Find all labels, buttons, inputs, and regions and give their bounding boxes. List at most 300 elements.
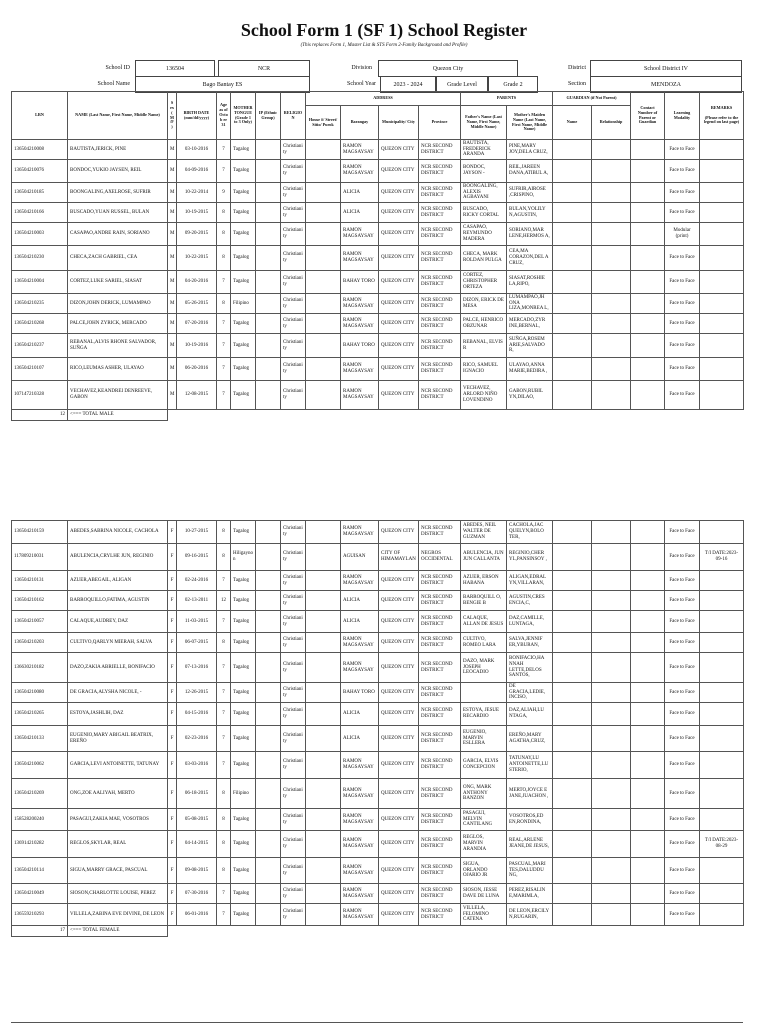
religion-cell: Christianity — [281, 381, 306, 410]
father-cell: ABULENCIA, JUN JUN CALLANTA — [461, 544, 507, 571]
district-label: District — [568, 65, 586, 71]
barangay-cell: RAMON MAGSAYSAY — [341, 381, 379, 410]
sex-cell: M — [168, 358, 177, 381]
province-cell: NCR SECOND DISTRICT — [419, 831, 461, 858]
guardian-name-cell — [553, 653, 592, 683]
lrn-cell: 136504210269 — [12, 779, 68, 809]
name-cell: BUSCADO,YUAN RUSSEL, BULAN — [68, 203, 168, 223]
birth-date-cell: 05-26-2015 — [177, 294, 217, 314]
relationship-cell — [592, 381, 631, 410]
school-year-label: School Year — [346, 81, 376, 87]
barangay-cell: RAMON MAGSAYSAY — [341, 752, 379, 779]
register-table-female — [11, 520, 744, 937]
guardian-name-cell — [553, 831, 592, 858]
province-cell: NCR SECOND DISTRICT — [419, 381, 461, 410]
municipality-cell: QUEZON CITY — [379, 140, 419, 160]
relationship-cell — [592, 160, 631, 183]
house-cell — [306, 633, 341, 653]
modality-cell: Face to Face — [665, 544, 700, 571]
modality-cell: Face to Face — [665, 358, 700, 381]
barangay-cell: RAMON MAGSAYSAY — [341, 809, 379, 831]
mother-tongue-cell: Tagalog — [231, 183, 256, 203]
mother-cell: LUMAMPAO,JH ONA LIZA,MONREA L, — [507, 294, 553, 314]
municipality-cell: QUEZON CITY — [379, 358, 419, 381]
father-cell: CULTIVO, ROMEO LARA — [461, 633, 507, 653]
ip-cell — [256, 246, 281, 271]
father-cell: CHECA, MARK ROLDAN PULGA — [461, 246, 507, 271]
col-remarks — [700, 92, 744, 140]
district-value: School District IV — [590, 60, 742, 77]
province-cell: NCR SECOND DISTRICT — [419, 858, 461, 884]
house-cell — [306, 246, 341, 271]
father-cell: CALAQUE, ALLAN DE JESUS — [461, 611, 507, 633]
guardian-name-cell — [553, 633, 592, 653]
birth-date-cell: 03-03-2016 — [177, 752, 217, 779]
mother-tongue-cell: Tagalog — [231, 334, 256, 358]
guardian-name-cell — [553, 358, 592, 381]
remarks-cell — [700, 653, 744, 683]
table-row — [12, 203, 744, 223]
name-cell: BARROQUILLO,FATIMA, AGUSTIN — [68, 591, 168, 611]
name-cell: ONG,ZOE AALIYAH, MERTO — [68, 779, 168, 809]
mother-tongue-cell: Tagalog — [231, 246, 256, 271]
contact-cell — [631, 752, 665, 779]
table-row — [12, 633, 744, 653]
father-cell: BAUTISTA, FREDERICK ARANDA — [461, 140, 507, 160]
lrn-cell: 107147210328 — [12, 381, 68, 410]
mother-cell: BONIFACIO,HA NNAH LETTE,DELOS SANTOS, — [507, 653, 553, 683]
guardian-name-cell — [553, 381, 592, 410]
total-female-row — [12, 926, 744, 937]
contact-cell — [631, 271, 665, 294]
barangay-cell: RAMON MAGSAYSAY — [341, 294, 379, 314]
sex-cell: F — [168, 521, 177, 544]
lrn-cell: 136504210107 — [12, 358, 68, 381]
name-cell: ABEDES,SABRINA NICOLE, CACHOLA — [68, 521, 168, 544]
table-row — [12, 271, 744, 294]
contact-cell — [631, 591, 665, 611]
contact-cell — [631, 314, 665, 334]
name-cell: DE GRACIA,ALYSHA NICOLE, - — [68, 683, 168, 703]
school-name-value: Bago Bantay ES — [135, 76, 310, 93]
contact-cell — [631, 633, 665, 653]
sex-cell: F — [168, 858, 177, 884]
modality-cell: Face to Face — [665, 752, 700, 779]
contact-cell — [631, 653, 665, 683]
religion-cell: Christianity — [281, 633, 306, 653]
ip-cell — [256, 223, 281, 246]
father-cell: BUSCADO, RICKY CORTAL — [461, 203, 507, 223]
mother-cell: EREÑO,MARY AGATHA,CRUZ, — [507, 726, 553, 752]
relationship-cell — [592, 831, 631, 858]
municipality-cell: QUEZON CITY — [379, 683, 419, 703]
name-cell: DIZON,JOHN DERICK, LUMAMPAO — [68, 294, 168, 314]
total-female-count: 17 — [12, 926, 68, 937]
municipality-cell: QUEZON CITY — [379, 203, 419, 223]
modality-cell: Face to Face — [665, 183, 700, 203]
sex-cell: F — [168, 633, 177, 653]
house-cell — [306, 726, 341, 752]
col-guardian-name: Name — [553, 106, 592, 140]
section-value: MENDOZA — [590, 76, 742, 93]
municipality-cell: QUEZON CITY — [379, 752, 419, 779]
table-row — [12, 140, 744, 160]
guardian-name-cell — [553, 726, 592, 752]
barangay-cell: RAMON MAGSAYSAY — [341, 779, 379, 809]
mother-tongue-cell: Tagalog — [231, 858, 256, 884]
contact-cell — [631, 884, 665, 904]
age-cell: 7 — [217, 904, 231, 926]
contact-cell — [631, 544, 665, 571]
religion-cell: Christianity — [281, 246, 306, 271]
modality-cell: Face to Face — [665, 726, 700, 752]
barangay-cell: RAMON MAGSAYSAY — [341, 160, 379, 183]
house-cell — [306, 314, 341, 334]
mother-tongue-cell: Tagalog — [231, 358, 256, 381]
modality-cell: Face to Face — [665, 571, 700, 591]
ip-cell — [256, 160, 281, 183]
father-cell: ESTOYA, JESUE RECARDIO — [461, 703, 507, 726]
sex-cell: M — [168, 160, 177, 183]
contact-cell — [631, 611, 665, 633]
house-cell — [306, 683, 341, 703]
modality-cell: Face to Face — [665, 140, 700, 160]
birth-date-cell: 12-08-2015 — [177, 381, 217, 410]
religion-cell: Christianity — [281, 544, 306, 571]
municipality-cell: QUEZON CITY — [379, 334, 419, 358]
sex-cell: F — [168, 726, 177, 752]
lrn-cell: 136504210080 — [12, 683, 68, 703]
guardian-name-cell — [553, 314, 592, 334]
age-cell: 7 — [217, 726, 231, 752]
mother-cell: ALIGAN,EDRAL YN,VILLARAN, — [507, 571, 553, 591]
province-cell: NCR SECOND DISTRICT — [419, 358, 461, 381]
religion-cell: Christianity — [281, 223, 306, 246]
age-cell: 7 — [217, 381, 231, 410]
municipality-cell: QUEZON CITY — [379, 703, 419, 726]
age-cell: 8 — [217, 294, 231, 314]
age-cell: 7 — [217, 160, 231, 183]
municipality-cell: QUEZON CITY — [379, 904, 419, 926]
ip-cell — [256, 140, 281, 160]
lrn-cell: 136504210049 — [12, 884, 68, 904]
sex-cell: F — [168, 752, 177, 779]
modality-cell: Face to Face — [665, 904, 700, 926]
lrn-cell: 136559210293 — [12, 904, 68, 926]
relationship-cell — [592, 633, 631, 653]
religion-cell: Christianity — [281, 809, 306, 831]
remarks-cell — [700, 703, 744, 726]
table-row — [12, 334, 744, 358]
birth-date-cell: 04-20-2016 — [177, 271, 217, 294]
municipality-cell: QUEZON CITY — [379, 591, 419, 611]
house-cell — [306, 183, 341, 203]
province-cell: NCR SECOND DISTRICT — [419, 203, 461, 223]
ip-cell — [256, 858, 281, 884]
sex-cell: F — [168, 779, 177, 809]
ip-cell — [256, 904, 281, 926]
guardian-name-cell — [553, 271, 592, 294]
sex-cell: F — [168, 904, 177, 926]
birth-date-cell: 04-15-2016 — [177, 703, 217, 726]
sex-cell: F — [168, 809, 177, 831]
house-cell — [306, 203, 341, 223]
ip-cell — [256, 334, 281, 358]
birth-date-cell: 11-03-2015 — [177, 611, 217, 633]
religion-cell: Christianity — [281, 752, 306, 779]
province-cell: NCR SECOND DISTRICT — [419, 779, 461, 809]
house-cell — [306, 271, 341, 294]
father-cell — [461, 683, 507, 703]
sex-cell: M — [168, 294, 177, 314]
sex-cell: F — [168, 703, 177, 726]
birth-date-cell: 07-20-2016 — [177, 314, 217, 334]
remarks-cell — [700, 884, 744, 904]
house-cell — [306, 703, 341, 726]
house-cell — [306, 140, 341, 160]
ip-cell — [256, 358, 281, 381]
col-barangay: Barangay — [341, 106, 379, 140]
name-cell: SIGUA,MARRY GRACE, PASCUAL — [68, 858, 168, 884]
age-cell: 8 — [217, 809, 231, 831]
relationship-cell — [592, 223, 631, 246]
religion-cell: Christianity — [281, 571, 306, 591]
barangay-cell: ALICIA — [341, 726, 379, 752]
ip-cell — [256, 703, 281, 726]
table-row — [12, 779, 744, 809]
ip-cell — [256, 884, 281, 904]
guardian-name-cell — [553, 334, 592, 358]
province-cell: NEGROS OCCIDENTAL — [419, 544, 461, 571]
table-row — [12, 381, 744, 410]
barangay-cell: BAHAY TORO — [341, 334, 379, 358]
birth-date-cell: 04-14-2015 — [177, 831, 217, 858]
birth-date-cell: 07-30-2016 — [177, 884, 217, 904]
table-row — [12, 726, 744, 752]
modality-cell: Face to Face — [665, 683, 700, 703]
col-remarks-note: (Please refer to the legend on last page) — [703, 114, 740, 125]
table-row — [12, 571, 744, 591]
guardian-name-cell — [553, 521, 592, 544]
ip-cell — [256, 653, 281, 683]
municipality-cell: QUEZON CITY — [379, 779, 419, 809]
mother-cell: TATUNAY,LU ANTOINETTE,LU STERIO, — [507, 752, 553, 779]
lrn-cell: 136504210235 — [12, 294, 68, 314]
mother-cell: ULAYAO,ANNA MARIE,BEDIRA , — [507, 358, 553, 381]
mother-cell: SALVA,JENNIF ER,YBURAN, — [507, 633, 553, 653]
col-house: House #/ Street/ Sitio/ Purok — [306, 106, 341, 140]
province-cell: NCR SECOND DISTRICT — [419, 160, 461, 183]
table-row — [12, 223, 744, 246]
division-value: Quezon City — [378, 60, 518, 77]
barangay-cell: ALICIA — [341, 203, 379, 223]
table-row — [12, 314, 744, 334]
sex-cell: M — [168, 381, 177, 410]
guardian-name-cell — [553, 246, 592, 271]
mother-tongue-cell: Tagalog — [231, 223, 256, 246]
province-cell: NCR SECOND DISTRICT — [419, 683, 461, 703]
grade-level-value: Grade 2 — [488, 76, 538, 93]
father-cell: REGLOS, MARVIN ARANDIA — [461, 831, 507, 858]
mother-tongue-cell: Tagalog — [231, 831, 256, 858]
remarks-cell — [700, 358, 744, 381]
modality-cell: Face to Face — [665, 381, 700, 410]
name-cell: RICO,LEUMAS ASHER, ULAYAO — [68, 358, 168, 381]
col-remarks-title: REMARKS — [710, 104, 733, 110]
contact-cell — [631, 726, 665, 752]
table-row — [12, 160, 744, 183]
col-municipality: Municipality/ City — [379, 106, 419, 140]
municipality-cell: QUEZON CITY — [379, 571, 419, 591]
lrn-cell: 136504210057 — [12, 611, 68, 633]
age-cell: 7 — [217, 653, 231, 683]
remarks-cell — [700, 203, 744, 223]
remarks-cell: T/I DATE:2023-08-29 — [700, 831, 744, 858]
remarks-cell — [700, 183, 744, 203]
age-cell: 8 — [217, 246, 231, 271]
lrn-cell: 136914210282 — [12, 831, 68, 858]
table-row — [12, 831, 744, 858]
relationship-cell — [592, 752, 631, 779]
barangay-cell: RAMON MAGSAYSAY — [341, 858, 379, 884]
religion-cell: Christianity — [281, 183, 306, 203]
name-cell: CORTEZ,LUKE SARIEL, SIASAT — [68, 271, 168, 294]
mother-cell: REGINIO,CHER YL,PANSINSOY , — [507, 544, 553, 571]
relationship-cell — [592, 726, 631, 752]
ip-cell — [256, 831, 281, 858]
father-cell: PALCE, HENRICO OBZUNAR — [461, 314, 507, 334]
birth-date-cell: 09-20-2015 — [177, 223, 217, 246]
age-cell: 7 — [217, 571, 231, 591]
house-cell — [306, 858, 341, 884]
barangay-cell: ALICIA — [341, 703, 379, 726]
municipality-cell: QUEZON CITY — [379, 884, 419, 904]
relationship-cell — [592, 314, 631, 334]
table-row — [12, 294, 744, 314]
col-age: Age as of Octob er 31 — [217, 92, 231, 140]
religion-cell: Christianity — [281, 611, 306, 633]
modality-cell: Face to Face — [665, 334, 700, 358]
lrn-cell: 136504210185 — [12, 183, 68, 203]
barangay-cell: RAMON MAGSAYSAY — [341, 831, 379, 858]
remarks-cell — [700, 779, 744, 809]
total-male-label: <=== TOTAL MALE — [68, 410, 168, 421]
mother-cell: PASCUAL,MARI TES,DALUDDU NG, — [507, 858, 553, 884]
lrn-cell: 136504210203 — [12, 633, 68, 653]
municipality-cell: QUEZON CITY — [379, 809, 419, 831]
mother-cell: REAL,ARLENE JEANE,DE JESUS, — [507, 831, 553, 858]
modality-cell: Face to Face — [665, 203, 700, 223]
mother-cell: AGUSTIN,CRES ENCIA,C, — [507, 591, 553, 611]
relationship-cell — [592, 809, 631, 831]
sex-cell: M — [168, 246, 177, 271]
mother-tongue-cell: Tagalog — [231, 271, 256, 294]
relationship-cell — [592, 779, 631, 809]
age-cell: 7 — [217, 358, 231, 381]
birth-date-cell: 10-19-2016 — [177, 334, 217, 358]
province-cell: NCR SECOND DISTRICT — [419, 223, 461, 246]
birth-date-cell: 10-19-2015 — [177, 203, 217, 223]
remarks-cell: T/I DATE:2023-09-16 — [700, 544, 744, 571]
birth-date-cell: 09-16-2015 — [177, 544, 217, 571]
religion-cell: Christianity — [281, 140, 306, 160]
contact-cell — [631, 223, 665, 246]
age-cell: 7 — [217, 683, 231, 703]
mother-cell: SUFRIR,AIROSE ,CRISPINO, — [507, 183, 553, 203]
relationship-cell — [592, 334, 631, 358]
barangay-cell: RAMON MAGSAYSAY — [341, 633, 379, 653]
col-mother: Mother's Maiden Name (Last Name, First Name, Middle Name) — [507, 106, 553, 140]
municipality-cell: QUEZON CITY — [379, 381, 419, 410]
mother-tongue-cell: Tagalog — [231, 591, 256, 611]
guardian-name-cell — [553, 611, 592, 633]
father-cell: DAZO, MARK JOSEPH LEOCADIO — [461, 653, 507, 683]
lrn-cell: 136504210265 — [12, 703, 68, 726]
municipality-cell: QUEZON CITY — [379, 223, 419, 246]
mother-cell: SORIANO,MAR LENE,HERMOS A, — [507, 223, 553, 246]
province-cell: NCR SECOND DISTRICT — [419, 633, 461, 653]
name-cell: BAUTISTA,JERICK, PINE — [68, 140, 168, 160]
remarks-cell — [700, 591, 744, 611]
contact-cell — [631, 358, 665, 381]
father-cell: VILLELA, FELOMINO CATENA — [461, 904, 507, 926]
modality-cell: Face to Face — [665, 314, 700, 334]
birth-date-cell: 10-22-2014 — [177, 183, 217, 203]
remarks-cell — [700, 858, 744, 884]
name-cell: BONDOC,YUKIO JAYSEN, REIL — [68, 160, 168, 183]
house-cell — [306, 809, 341, 831]
guardian-name-cell — [553, 223, 592, 246]
mother-tongue-cell: Tagalog — [231, 381, 256, 410]
contact-cell — [631, 160, 665, 183]
province-cell: NCR SECOND DISTRICT — [419, 703, 461, 726]
barangay-cell: AGUISAN — [341, 544, 379, 571]
mother-cell: MERTO,JOYCE E JANE,JUACHON , — [507, 779, 553, 809]
region-value: NCR — [218, 60, 310, 77]
relationship-cell — [592, 571, 631, 591]
municipality-cell: QUEZON CITY — [379, 160, 419, 183]
col-parents: PARENTS — [461, 92, 553, 106]
mother-tongue-cell: Tagalog — [231, 611, 256, 633]
house-cell — [306, 544, 341, 571]
modality-cell: Face to Face — [665, 160, 700, 183]
remarks-cell — [700, 160, 744, 183]
mother-cell: CACHOLA,JAC QUELYN,BOLO TER, — [507, 521, 553, 544]
contact-cell — [631, 683, 665, 703]
house-cell — [306, 160, 341, 183]
guardian-name-cell — [553, 203, 592, 223]
mother-cell: VOSOTROS,ED EN,RONDINA, — [507, 809, 553, 831]
modality-cell: Face to Face — [665, 703, 700, 726]
age-cell: 7 — [217, 140, 231, 160]
barangay-cell: RAMON MAGSAYSAY — [341, 140, 379, 160]
mother-cell: REIL,JAREEN DANA,ATIBUL A, — [507, 160, 553, 183]
religion-cell: Christianity — [281, 358, 306, 381]
table-row — [12, 809, 744, 831]
relationship-cell — [592, 611, 631, 633]
remarks-cell — [700, 683, 744, 703]
name-cell: ESTOYA,JASHLIH, DAZ — [68, 703, 168, 726]
mother-tongue-cell: Tagalog — [231, 752, 256, 779]
ip-cell — [256, 591, 281, 611]
contact-cell — [631, 779, 665, 809]
house-cell — [306, 884, 341, 904]
modality-cell: Face to Face — [665, 884, 700, 904]
total-male-count: 12 — [12, 410, 68, 421]
guardian-name-cell — [553, 160, 592, 183]
religion-cell: Christianity — [281, 831, 306, 858]
sex-cell: M — [168, 203, 177, 223]
